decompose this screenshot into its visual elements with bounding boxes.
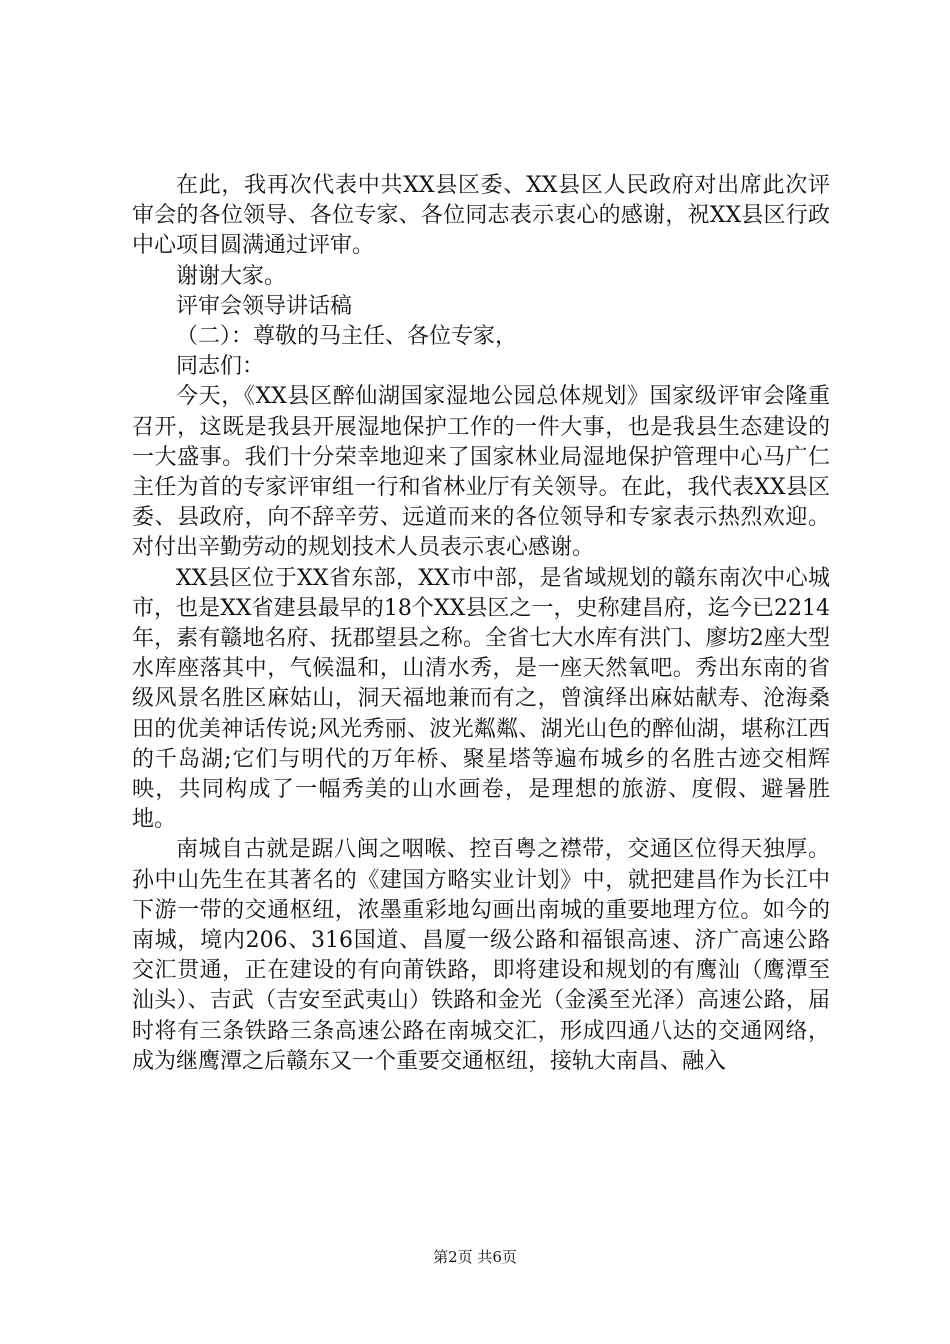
paragraph-thank-you: 谢谢大家。 — [176, 263, 287, 289]
paragraph-comrades: 同志们： — [176, 354, 265, 380]
paragraph-opening: 今天，《XX县区醉仙湖国家湿地公园总体规划》国家级评审会隆重召开，这既是我县开展湿地保护工作的一件大事，也是我县生态建设的一大盛事。我们十分荣幸地迎来了国家林业局湿地保护管理中心马广仁主任为首的专家评审组一行和省林业厅有关领导。在此，我代表XX县区委、县政府，向不辞辛劳、远道而来的各位领导和专家表示热烈欢迎。对付出辛勤劳动的规划技术人员表示衷心感谢。 — [132, 384, 830, 561]
section-heading: 评审会领导讲话稿 — [176, 293, 353, 319]
paragraph-salutation: （二）：尊敬的马主任、各位专家， — [176, 324, 518, 350]
paragraph-county-intro: XX县区位于XX省东部，XX市中部，是省域规划的赣东南次中心城市，也是XX省建县最早的18个XX县区之一，史称建昌府，迄今已2214年，素有赣地名府、抚郡望县之称。全省七大水库有洪门、廖坊2座大型水库座落其中，气候温和，山清水秀，是一座天然氧吧。秀出东南的省级风景名胜区麻姑山，洞天福地兼而有之，曾演绎出麻姑献寿、沧海桑田的优美神话传说;风光秀丽、波光粼粼、湖光山色的醉仙湖，堪称江西的千岛湖;它们与明代的万年桥、聚星塔等遍布城乡的名胜古迹交相辉映，共同构成了一幅秀美的山水画卷，是理想的旅游、度假、避暑胜地。 — [132, 565, 830, 833]
document-body — [132, 171, 830, 1077]
paragraph-closing-thanks: 在此，我再次代表中共XX县区委、XX县区人民政府对出席此次评审会的各位领导、各位专家、各位同志表示衷心的感谢，祝XX县区行政中心项目圆满通过评审。 — [132, 173, 830, 259]
paragraph-transport: 南城自古就是踞八闽之咽喉、控百粤之襟带，交通区位得天独厚。孙中山先生在其著名的《建国方略实业计划》中，就把建昌作为长江中下游一带的交通枢纽，浓墨重彩地勾画出南城的重要地理方位。如今的南城，境内206、316国道、昌厦一级公路和福银高速、济广高速公路交汇贯通，正在建设的有向莆铁路，即将建设和规划的有鹰汕（鹰潭至汕头）、吉武（吉安至武夷山）铁路和金光（金溪至光泽）高速公路，届时将有三条铁路三条高速公路在南城交汇，形成四通八达的交通网络，成为继鹰潭之后赣东又一个重要交通枢纽，接轨大南昌、融入 — [132, 837, 830, 1074]
page-number-footer: 第2页 共6页 — [433, 1248, 517, 1266]
